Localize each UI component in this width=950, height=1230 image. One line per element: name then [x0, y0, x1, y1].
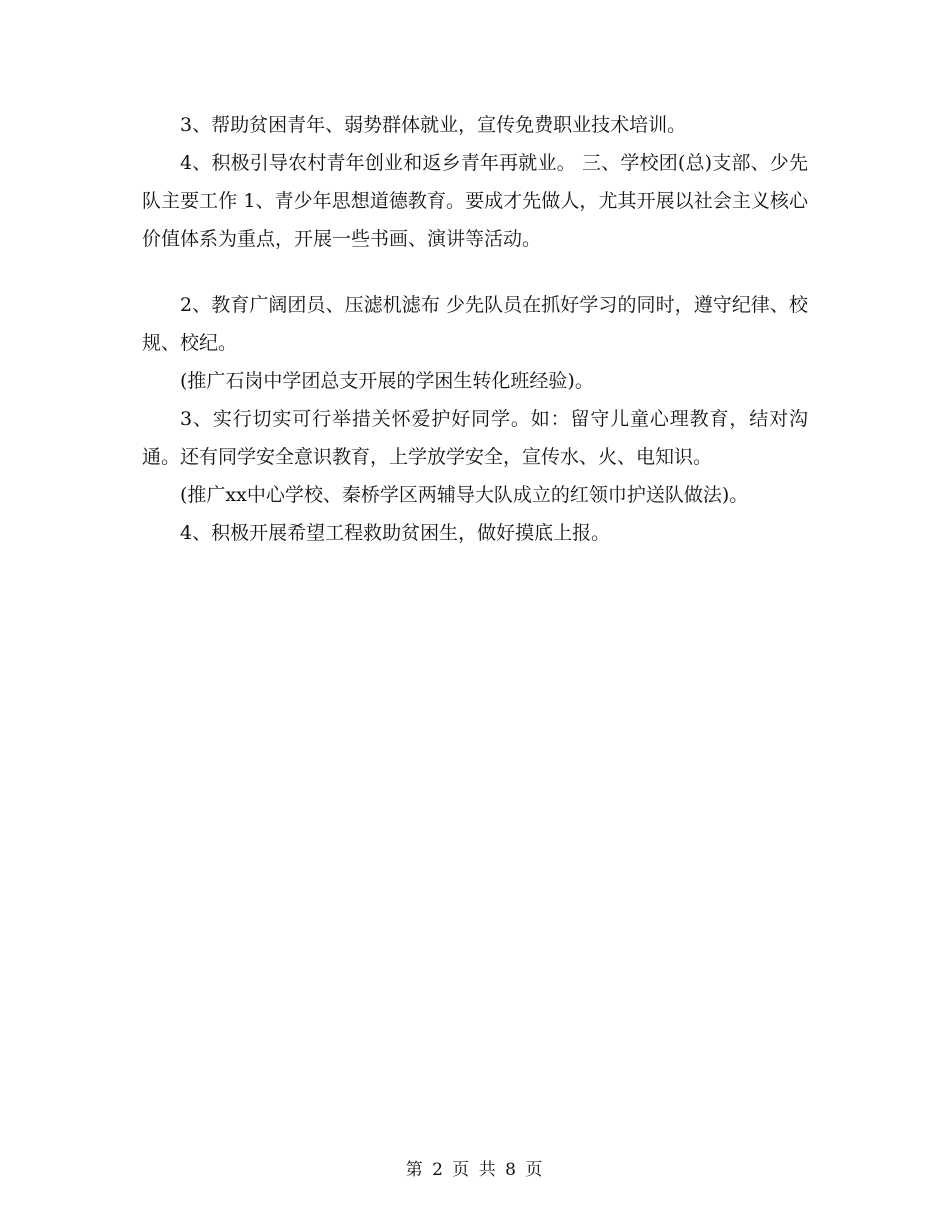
paragraph-4: (推广石岗中学团总支开展的学困生转化班经验)。 — [180, 370, 594, 392]
document-body — [142, 106, 808, 552]
paragraph-5: 3、实行切实可行举措关怀爱护好同学。如：留守儿童心理教育，结对沟通。还有同学安全意识教育，上学放学安全，宣传水、火、电知识。 — [142, 408, 808, 468]
paragraph-2: 4、积极引导农村青年创业和返乡青年再就业。 三、学校团(总)支部、少先队主要工作 1、青少年思想道德教育。要成才先做人，尤其开展以社会主义核心价值体系为重点，开展一些书画、演讲等活动。 — [142, 152, 808, 250]
page-number-footer: 第 2 页 共 8 页 — [405, 1160, 545, 1180]
paragraph-7: 4、积极开展希望工程救助贫困生，做好摸底上报。 — [180, 522, 611, 544]
paragraph-3: 2、教育广阔团员、压滤机滤布 少先队员在抓好学习的同时，遵守纪律、校规、校纪。 — [142, 294, 808, 354]
paragraph-6: (推广xx中心学校、秦桥学区两辅导大队成立的红领巾护送队做法)。 — [180, 484, 749, 506]
paragraph-1: 3、帮助贫困青年、弱势群体就业，宣传免费职业技术培训。 — [180, 114, 687, 136]
